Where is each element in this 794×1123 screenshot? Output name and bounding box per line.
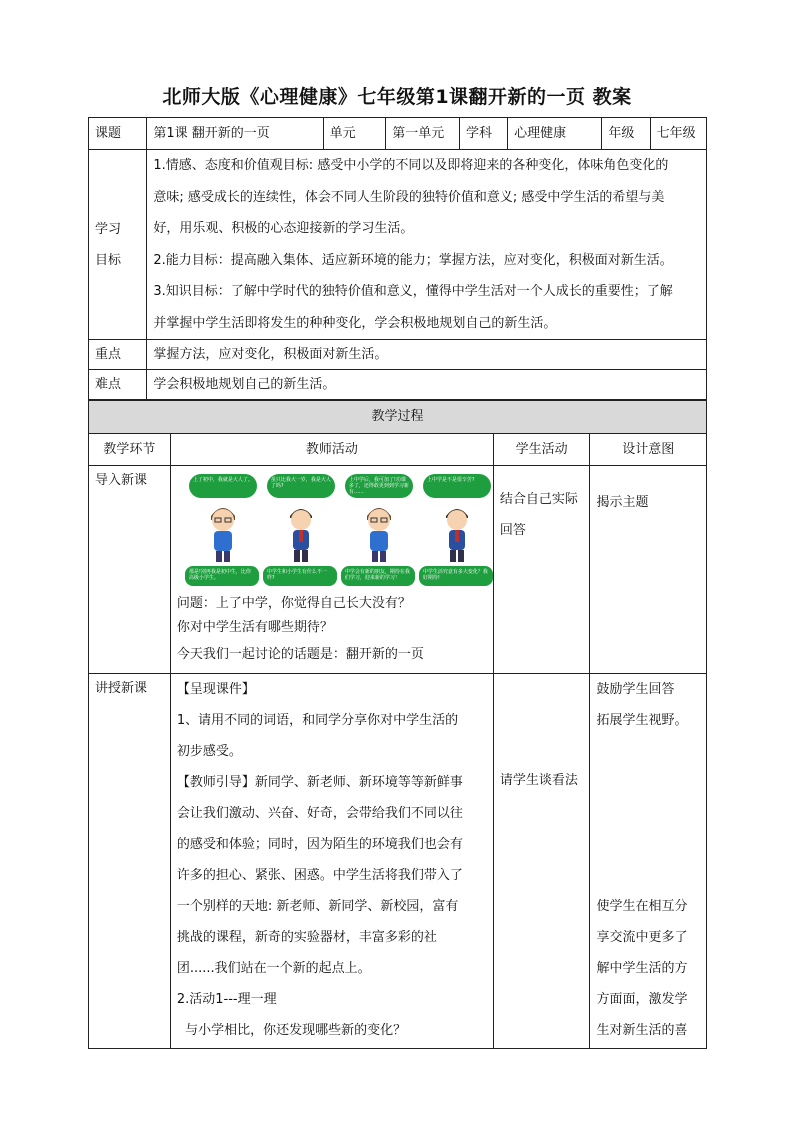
intro-student-activity [493, 466, 590, 674]
subject-label: 学科 [459, 118, 507, 150]
intent-line: 使学生在相互分 [596, 899, 688, 914]
lesson-info-table [88, 117, 707, 400]
lesson-label: 课题 [89, 118, 147, 150]
lecture-line: 一个别样的天地: 新老师、新同学、新校园，富有 [176, 899, 459, 914]
student-glasses-icon [205, 502, 241, 564]
objectives-label-line2: 目标 [95, 252, 122, 268]
intro-intent: 揭示主题 [590, 466, 707, 674]
intro-stage: 导入新课 [89, 466, 171, 674]
lecture-line: 团......我们站在一个新的起点上。 [176, 961, 371, 976]
objectives-content [147, 150, 707, 340]
student-text: 回答 [499, 523, 526, 538]
intent-line: 解中学生活的方 [596, 961, 688, 976]
teaching-process-table [88, 400, 707, 1049]
header-intent: 设计意图 [590, 434, 707, 466]
intro-topic: 今天我们一起讨论的话题是：翻开新的一页 [176, 647, 424, 662]
intro-question: 问题：上了中学，你觉得自己长大没有？ [176, 596, 411, 611]
objectives-label [89, 150, 147, 340]
difficulty-value: 学会积极地规划自己的新生活。 [147, 370, 707, 400]
lecture-line: 【教师引导】新同学、新老师、新环境等等新鲜事 [176, 775, 463, 790]
header-teacher: 教师活动 [170, 434, 493, 466]
lecture-line: 会让我们激动、兴奋、好奇，会带给我们不同以往 [176, 806, 463, 821]
speech-bubble: 上中学后，我可加了!功课多了，还得敢更到到学习新有…… [345, 474, 413, 498]
objective-line: 3.知识目标：了解中学时代的独特价值和意义，懂得中学生活对一个人成长的重要性；了解 [153, 284, 673, 299]
lecture-line: 许多的担心、紧张、困惑。中学生活将我们带入了 [176, 868, 463, 883]
lecture-line: 1、请用不同的词语，和同学分享你对中学生活的 [176, 713, 459, 728]
lecture-line: 【呈现课件】 [176, 682, 255, 697]
key-point-label: 重点 [89, 340, 147, 370]
objective-line: 意味; 感受成长的连续性，体会不同人生阶段的独特价值和意义; 感受中学生活的希望与美 [153, 189, 665, 205]
lecture-line: 初步感受。 [176, 744, 242, 759]
lecture-line: 2.活动1---理一理 [176, 992, 277, 1007]
objective-line: 并掌握中学生活即将发生的种种变化，学会积极地规划自己的新生活。 [153, 315, 557, 331]
intro-teacher-activity [170, 466, 493, 674]
speech-bubble: 中学生活究竟有多大变化？我好期待! [419, 566, 493, 586]
unit-value: 第一单元 [386, 118, 460, 150]
subject-value: 心理健康 [508, 118, 602, 150]
header-student: 学生活动 [493, 434, 590, 466]
objective-line: 好，用乐观、积极的心态迎接新的学习生活。 [153, 221, 414, 236]
comic-panel [419, 474, 493, 586]
lecture-teacher-activity [170, 674, 493, 1049]
speech-bubble: 那是!别再我是初中生，比你高级小学生。 [185, 566, 259, 586]
grade-label: 年级 [602, 118, 650, 150]
lesson-value: 第1课 翻开新的一页 [147, 118, 323, 150]
speech-bubble: 上中学是不是很辛苦? [423, 474, 491, 498]
intent-line: 拓展学生视野。 [596, 713, 688, 728]
student-boy-icon [283, 502, 319, 564]
speech-bubble: 虽只比我大一岁，我是大人了吗? [267, 474, 335, 498]
lecture-line: 的感受和体验；同时，因为陌生的环境我们也会有 [176, 837, 463, 852]
comic-panel [341, 474, 415, 586]
speech-bubble: 中学生和小学生有什么不一样? [263, 566, 337, 586]
lecture-stage: 讲授新课 [89, 674, 171, 1049]
header-stage: 教学环节 [89, 434, 171, 466]
key-point-value: 掌握方法，应对变化，积极面对新生活。 [147, 340, 707, 370]
intent-line: 生对新生活的喜 [596, 1023, 688, 1038]
intent-line: 方面面，激发学 [596, 992, 688, 1007]
lecture-intent [590, 674, 707, 1049]
student-text: 结合自己实际 [499, 492, 578, 507]
intent-line: 享交流中更多了 [596, 930, 688, 945]
objective-line: 1.情感、态度和价值观目标: 感受中小学的不同以及即将迎来的各种变化，体味角色变化的 [153, 158, 669, 173]
document-title: 北师大版《心理健康》七年级第1课翻开新的一页 教案 [162, 86, 632, 108]
speech-bubble: 上了初中，我就是大人了。 [189, 474, 257, 498]
comic-strip [185, 474, 493, 586]
student-boy-icon [439, 502, 475, 564]
lecture-student-activity: 请学生谈看法 [493, 674, 590, 1049]
grade-value: 七年级 [650, 118, 706, 150]
lecture-line: 与小学相比，你还发现哪些新的变化？ [176, 1023, 407, 1038]
difficulty-label: 难点 [89, 370, 147, 400]
process-section-title: 教学过程 [89, 401, 707, 434]
unit-label: 单元 [323, 118, 386, 150]
objective-line: 2.能力目标：提高融入集体、适应新环境的能力；掌握方法，应对变化，积极面对新生活。 [153, 252, 673, 268]
lecture-line: 挑战的课程，新奇的实验器材，丰富多彩的社 [176, 930, 437, 945]
student-glasses-icon [361, 502, 397, 564]
intro-question: 你对中学生活有哪些期待？ [176, 620, 333, 635]
comic-panel [263, 474, 337, 586]
comic-panel [185, 474, 259, 586]
objectives-label-line1: 学习 [95, 221, 122, 237]
intent-line: 鼓励学生回答 [596, 682, 675, 697]
speech-bubble: 中学会有新的朋友，期待在我们学习，迎来新的学习！ [341, 566, 415, 586]
